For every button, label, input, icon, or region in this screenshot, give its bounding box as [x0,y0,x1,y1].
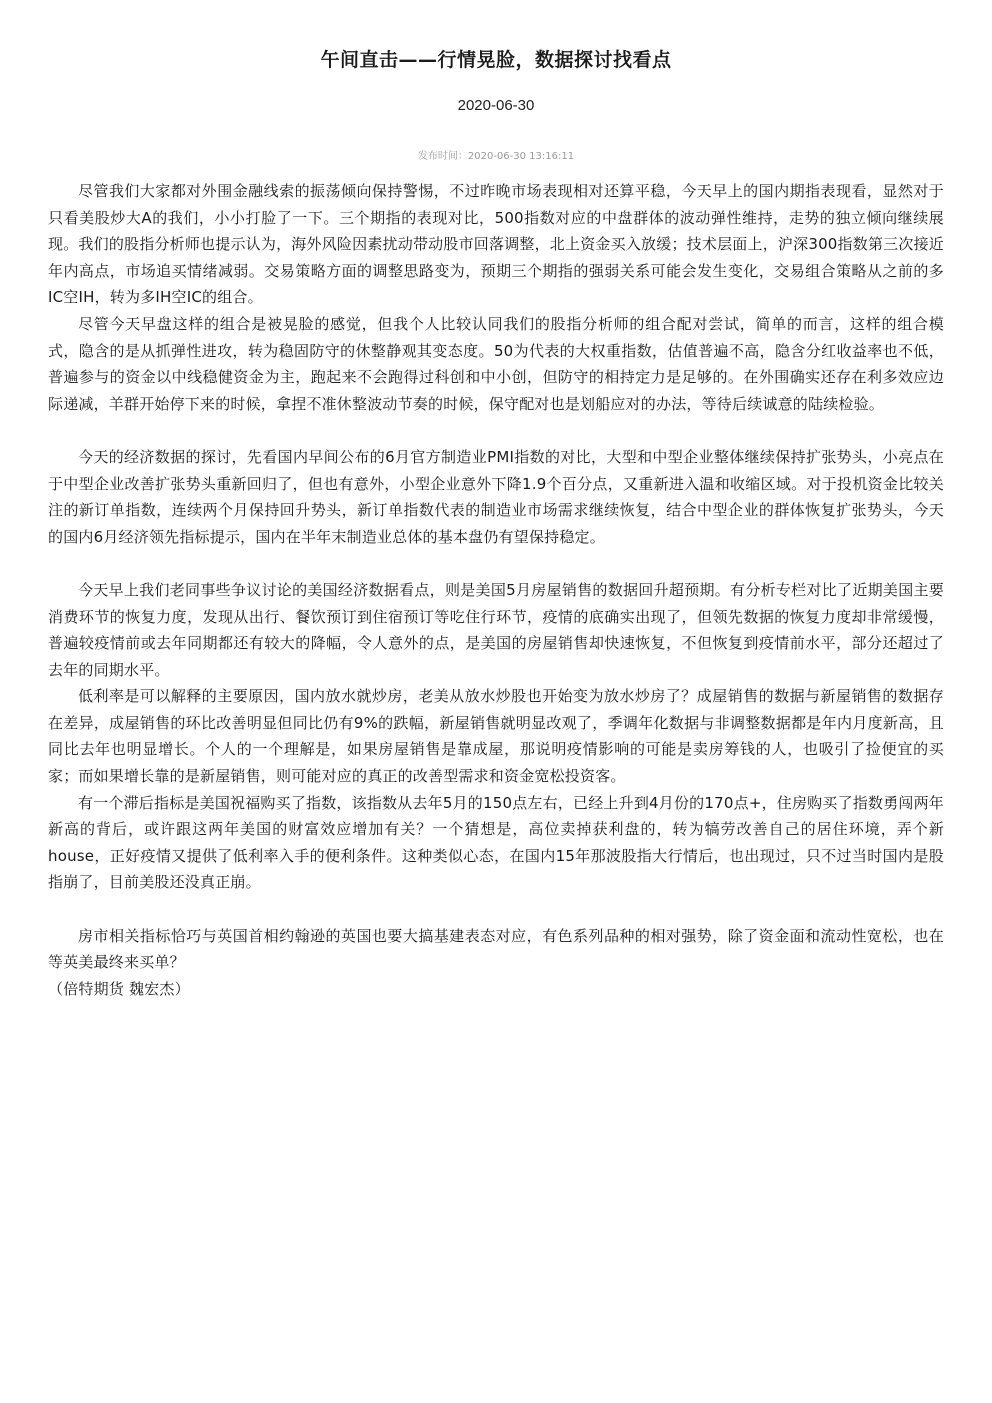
page-title: 午间直击——行情晃脸，数据探讨找看点 [320,49,672,71]
paragraph-3: 今天的经济数据的探讨，先看国内早间公布的6月官方制造业PMI指数的对比，大型和中型企业整体继续保持扩张势头，小亮点在于中型企业改善扩张势头重新回归了，但也有意外，小型企业意外下降1.9个百分点，又重新进入温和收缩区域。对于投机资金比较关注的新订单指数，连续两个月保持回升势头，新订单指数代表的制造业市场需求继续恢复，结合中型企业的群体恢复扩张势头，今天的国内6月经济领先指标提示，国内在半年末制造业总体的基本盘仍有望保持稳定。 [48,447,944,546]
paragraph-4: 今天早上我们老同事些争议讨论的美国经济数据看点，则是美国5月房屋销售的数据回升超预期。有分析专栏对比了近期美国主要消费环节的恢复力度，发现从出行、餐饮预订到住宿预订等吃住行环节，疫情的底确实出现了，但领先数据的恢复力度却非常缓慢，普遍较疫情前或去年同期都还有较大的降幅，令人意外的点，是美国的房屋销售却快速恢复，不但恢复到疫情前水平，部分还超过了去年的同期水平。 [48,580,944,679]
paragraph-6: 有一个滞后指标是美国祝福购买了指数，该指数从去年5月的150点左右，已经上升到4月份的170点+，住房购买了指数勇闯两年新高的背后，或许跟这两年美国的财富效应增加有关？一个猜想是，高位卖掉获利盘的，转为犒劳改善自己的居住环境，弄个新house，正好疫情又提供了低利率入手的便利条件。这种类似心态，在国内15年那波股指大行情后，也出现过，只不过当时国内是股指崩了，目前美股还没真正崩。 [48,793,944,892]
paragraph-1: 尽管我们大家都对外围金融线索的振荡倾向保持警惕，不过昨晚市场表现相对还算平稳，今天早上的国内期指表现看，显然对于只看美股炒大A的我们，小小打脸了一下。三个期指的表现对比，500指数对应的中盘群体的波动弹性维持，走势的独立倾向继续展现。我们的股指分析师也提示认为，海外风险因素扰动带动股市回落调整，北上资金买入放缓；技术层面上，沪深300指数第三次接近年内高点，市场追买情绪减弱。交易策略方面的调整思路变为，预期三个期指的强弱关系可能会发生变化，交易组合策略从之前的多IC空IH，转为多IH空IC的组合。 [48,182,944,307]
author-signature: （倍特期货 魏宏杰） [48,979,190,998]
paragraph-2: 尽管今天早盘这样的组合是被晃脸的感觉，但我个人比较认同我们的股指分析师的组合配对尝试，简单的而言，这样的组合模式，隐含的是从抓弹性进攻，转为稳固防守的休整静观其变态度。50为代表的大权重指数，估值普遍不高，隐含分红收益率也不低，普遍参与的资金以中线稳健资金为主，跑起来不会跑得过科创和中小创，但防守的相持定力是足够的。在外围确实还存在利多效应边际递减，羊群开始停下来的时候，拿捏不准休整波动节奏的时候，保守配对也是划船应对的办法，等待后续诚意的陆续检验。 [48,314,944,413]
paragraph-7: 房市相关指标恰巧与英国首相约翰逊的英国也要大搞基建表态对应，有色系列品种的相对强势，除了资金面和流动性宽松，也在等英美最终来买单？ [48,926,944,972]
article-date: 2020-06-30 [457,97,535,114]
paragraph-5: 低利率是可以解释的主要原因，国内放水就炒房，老美从放水炒股也开始变为放水炒房了？成屋销售的数据与新屋销售的数据存在差异，成屋销售的环比改善明显但同比仍有9%的跌幅，新屋销售就明显改观了，季调年化数据与非调整数据都是年内月度新高，且同比去年也明显增长。个人的一个理解是，如果房屋销售是靠成屋，那说明疫情影响的可能是卖房筹钱的人，也吸引了捡便宜的买家；而如果增长靠的是新屋销售，则可能对应的真正的改善型需求和资金宽松投资客。 [48,687,944,786]
publish-time: 发布时间：2020-06-30 13:16:11 [417,151,575,162]
article-body [48,178,944,1002]
